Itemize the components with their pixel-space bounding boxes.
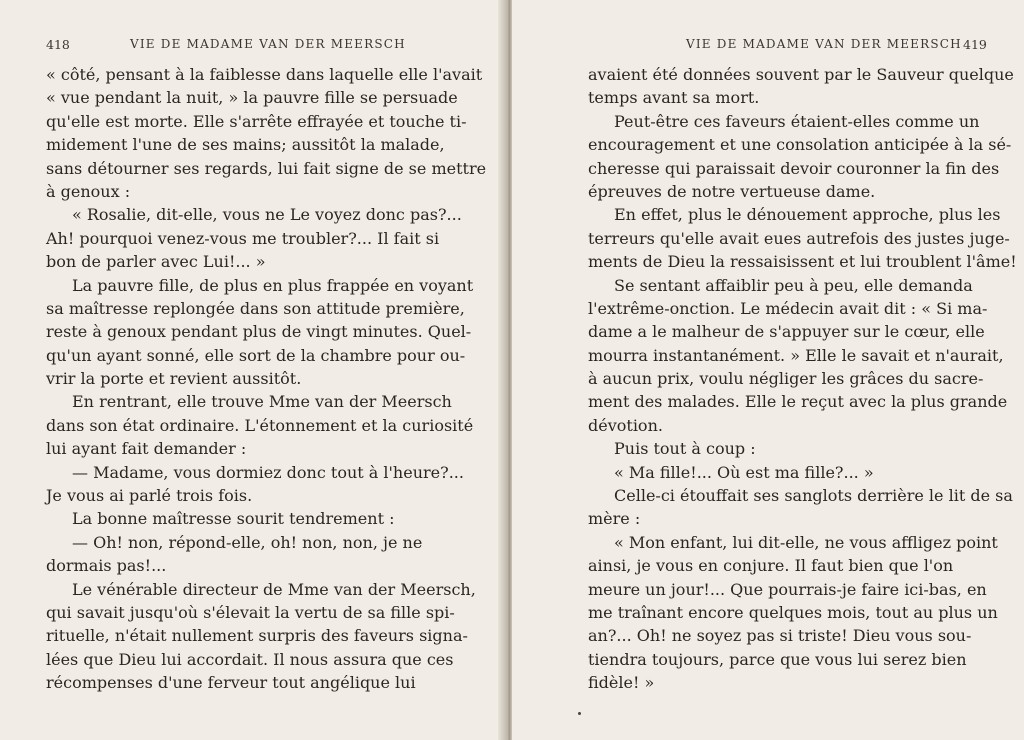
text-line: fidèle! » xyxy=(588,673,655,693)
text-line: ments de Dieu la ressaisissent et lui troublent l'âme! xyxy=(588,252,1017,272)
text-line: « vue pendant la nuit, » la pauvre fille se persuade xyxy=(46,88,458,108)
text-line: « Mon enfant, lui dit-elle, ne vous affligez point xyxy=(614,532,998,552)
text-line: ainsi, je vous en conjure. Il faut bien que l'on xyxy=(588,556,954,576)
right-page-text xyxy=(588,63,1017,695)
text-line: « Rosalie, dit-elle, vous ne Le voyez donc pas?... xyxy=(72,205,462,225)
text-line: rituelle, n'était nullement surpris des faveurs signa- xyxy=(46,626,468,646)
left-page-number: 418 xyxy=(46,37,70,52)
text-line: bon de parler avec Lui!... » xyxy=(46,252,266,272)
text-line: dame a le malheur de s'appuyer sur le cœur, elle xyxy=(588,322,985,342)
right-page-number: 419 xyxy=(963,37,987,52)
text-line: Puis tout à coup : xyxy=(614,439,756,459)
text-line: me traînant encore quelques mois, tout au plus un xyxy=(588,602,998,622)
text-line: En rentrant, elle trouve Mme van der Meersch xyxy=(72,392,452,412)
text-line: qu'elle est morte. Elle s'arrête effrayée et touche ti- xyxy=(46,111,467,131)
text-line: mère : xyxy=(588,509,641,529)
text-line: mourra instantanément. » Elle le savait et n'aurait, xyxy=(588,345,1004,365)
text-line: — Oh! non, répond-elle, oh! non, non, je ne xyxy=(72,532,423,552)
text-line: lui ayant fait demander : xyxy=(46,439,247,459)
text-line: Celle-ci étouffait ses sanglots derrière le lit de sa xyxy=(614,486,1013,506)
text-line: à genoux : xyxy=(46,181,131,201)
text-line: Peut-être ces faveurs étaient-elles comme un xyxy=(614,111,980,131)
text-line: terreurs qu'elle avait eues autrefois des justes juge- xyxy=(588,228,1010,248)
text-line: Le vénérable directeur de Mme van der Meersch, xyxy=(72,579,476,599)
text-line: lées que Dieu lui accordait. Il nous assura que ces xyxy=(46,649,454,669)
text-line: temps avant sa mort. xyxy=(588,88,760,108)
text-line: « Ma fille!... Où est ma fille?... » xyxy=(614,462,874,482)
text-line: Se sentant affaiblir peu à peu, elle demanda xyxy=(614,275,973,295)
left-running-head: VIE DE MADAME VAN DER MEERSCH xyxy=(130,37,406,51)
left-page xyxy=(0,0,505,740)
text-line: qui savait jusqu'où s'élevait la vertu de sa fille spi- xyxy=(46,602,455,622)
text-line: La pauvre fille, de plus en plus frappée en voyant xyxy=(72,275,474,295)
text-line: vrir la porte et revient aussitôt. xyxy=(46,369,302,389)
text-line: l'extrême-onction. Le médecin avait dit : « Si ma- xyxy=(588,298,988,318)
text-line: dans son état ordinaire. L'étonnement et la curiosité xyxy=(46,415,474,435)
text-line: La bonne maîtresse sourit tendrement : xyxy=(72,509,395,529)
text-line: cheresse qui paraissait devoir couronner la fin des xyxy=(588,158,1000,178)
text-line: récompenses d'une ferveur tout angélique lui xyxy=(46,673,416,693)
text-line: reste à genoux pendant plus de vingt minutes. Quel- xyxy=(46,322,472,342)
text-line: dévotion. xyxy=(588,415,663,435)
text-line: Je vous ai parlé trois fois. xyxy=(46,486,253,506)
text-line: encouragement et une consolation anticipée à la sé- xyxy=(588,135,1012,155)
text-line: dormais pas!... xyxy=(46,556,167,576)
text-line: Ah! pourquoi venez-vous me troubler?... Il fait si xyxy=(46,228,440,248)
right-running-head: VIE DE MADAME VAN DER MEERSCH xyxy=(686,37,962,51)
text-line: midement l'une de ses mains; aussitôt la malade, xyxy=(46,135,445,155)
text-line: avaient été données souvent par le Sauveur quelque xyxy=(588,65,1014,84)
text-line: sa maîtresse replongée dans son attitude première, xyxy=(46,298,465,318)
text-line: à aucun prix, voulu négliger les grâces du sacre- xyxy=(588,369,984,389)
text-line: En effet, plus le dénouement approche, plus les xyxy=(614,205,1001,225)
text-line: — Madame, vous dormiez donc tout à l'heure?... xyxy=(72,462,464,482)
text-line: tiendra toujours, parce que vous lui serez bien xyxy=(588,649,967,669)
paper-speck xyxy=(578,712,581,715)
text-line: sans détourner ses regards, lui fait signe de se mettre xyxy=(46,158,487,178)
text-line: « côté, pensant à la faiblesse dans laquelle elle l'avait xyxy=(46,65,483,84)
text-line: qu'un ayant sonné, elle sort de la chambre pour ou- xyxy=(46,345,466,365)
text-line: an?... Oh! ne soyez pas si triste! Dieu vous sou- xyxy=(588,626,972,646)
text-line: meure un jour!... Que pourrais-je faire ici-bas, en xyxy=(588,579,987,599)
text-line: ment des malades. Elle le reçut avec la plus grande xyxy=(588,392,1008,412)
text-line: épreuves de notre vertueuse dame. xyxy=(588,181,876,201)
left-page-text xyxy=(46,63,487,695)
